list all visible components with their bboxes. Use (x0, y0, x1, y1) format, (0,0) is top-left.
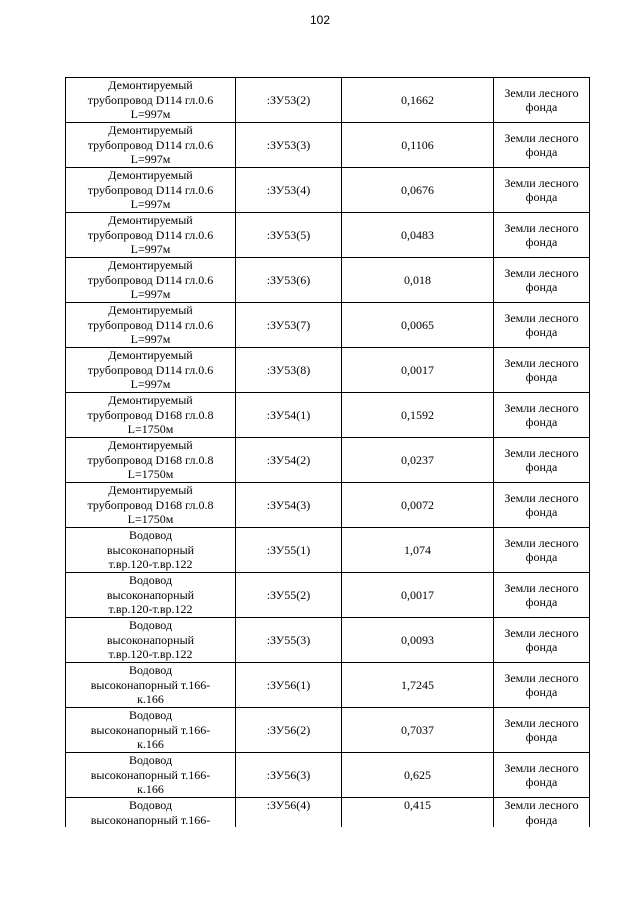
category-cell-line: Земли лесного (504, 580, 579, 595)
area-cell: 0,0017 (342, 573, 494, 618)
parcel-cell: :ЗУ54(3) (236, 483, 342, 528)
category-cell (494, 528, 590, 573)
object-cell-line: Демонтируемый (108, 213, 193, 228)
area-cell: 0,1662 (342, 78, 494, 123)
area-cell: 0,0237 (342, 438, 494, 483)
table-row (66, 303, 590, 348)
parcel-cell: :ЗУ55(2) (236, 573, 342, 618)
object-cell-line: трубопровод D168 гл.0.8 (87, 452, 214, 467)
category-cell (494, 618, 590, 663)
object-cell-line: высоконапорный (106, 632, 195, 647)
object-cell-line: высоконапорный т.166- (90, 677, 211, 692)
area-cell: 0,1592 (342, 393, 494, 438)
category-cell-line: Земли лесного (504, 130, 579, 145)
object-cell-line: т.вр.120-т.вр.122 (108, 647, 193, 662)
category-cell-line: Земли лесного (504, 798, 579, 812)
page-number: 102 (309, 13, 331, 27)
category-cell-line: фонда (525, 100, 558, 114)
object-cell-line: трубопровод D114 гл.0.6 (87, 227, 214, 242)
category-cell-line: фонда (525, 730, 558, 744)
parcel-cell: :ЗУ56(3) (236, 753, 342, 798)
object-cell-line: Демонтируемый (108, 303, 193, 318)
table-row (66, 528, 590, 573)
category-cell-line: фонда (525, 145, 558, 159)
object-cell-line: Демонтируемый (108, 78, 193, 93)
object-cell-line: L=997м (130, 152, 171, 167)
category-cell (494, 123, 590, 168)
category-cell-line: Земли лесного (504, 220, 579, 235)
object-cell-line: L=997м (130, 332, 171, 347)
object-cell-line: Демонтируемый (108, 258, 193, 273)
area-cell: 0,0017 (342, 348, 494, 393)
object-cell-line: Водовод (128, 573, 173, 588)
parcel-cell: :ЗУ53(2) (236, 78, 342, 123)
area-cell: 1,074 (342, 528, 494, 573)
object-cell-line: трубопровод D114 гл.0.6 (87, 182, 214, 197)
category-cell-line: фонда (525, 550, 558, 564)
object-cell-line: высоконапорный т.166- (90, 767, 211, 782)
category-cell (494, 393, 590, 438)
object-cell (66, 573, 236, 618)
object-cell-line: высоконапорный (106, 587, 195, 602)
category-cell-line: фонда (525, 280, 558, 294)
category-cell-line: Земли лесного (504, 265, 579, 280)
parcel-cell: :ЗУ53(4) (236, 168, 342, 213)
parcel-cell: :ЗУ56(1) (236, 663, 342, 708)
object-cell-line: к.166 (137, 737, 164, 752)
object-cell-line: трубопровод D114 гл.0.6 (87, 272, 214, 287)
table-row (66, 258, 590, 303)
object-cell (66, 303, 236, 348)
object-cell (66, 258, 236, 303)
category-cell-line: фонда (525, 812, 558, 827)
category-cell-line: Земли лесного (504, 400, 579, 415)
category-cell-line: Земли лесного (504, 175, 579, 190)
table-row (66, 618, 590, 663)
table-row (66, 573, 590, 618)
parcel-cell: :ЗУ54(2) (236, 438, 342, 483)
category-cell (494, 168, 590, 213)
object-cell-line: к.166 (137, 782, 164, 797)
category-cell (494, 348, 590, 393)
category-cell (494, 573, 590, 618)
table-row (66, 663, 590, 708)
category-cell-line: Земли лесного (504, 490, 579, 505)
table-row (66, 753, 590, 798)
category-cell-line: Земли лесного (504, 760, 579, 775)
category-cell (494, 438, 590, 483)
table-row (66, 78, 590, 123)
object-cell-line: L=997м (130, 377, 171, 392)
object-cell-line: т.вр.120-т.вр.122 (108, 602, 193, 617)
object-cell-line: к.166 (137, 692, 164, 707)
object-cell-line: трубопровод D114 гл.0.6 (87, 92, 214, 107)
object-cell (66, 483, 236, 528)
object-cell (66, 438, 236, 483)
object-cell-line: L=1750м (127, 467, 174, 482)
parcel-cell: :ЗУ54(1) (236, 393, 342, 438)
object-cell-line: Водовод (128, 528, 173, 543)
category-cell (494, 78, 590, 123)
category-cell-line: Земли лесного (504, 625, 579, 640)
parcel-cell: :ЗУ53(6) (236, 258, 342, 303)
object-cell-line: т.вр.120-т.вр.122 (108, 557, 193, 572)
category-cell-line: фонда (525, 460, 558, 474)
parcel-cell: :ЗУ53(5) (236, 213, 342, 258)
area-cell: 0,0072 (342, 483, 494, 528)
category-cell (494, 213, 590, 258)
object-cell-line: трубопровод D114 гл.0.6 (87, 317, 214, 332)
object-cell (66, 528, 236, 573)
table-row (66, 213, 590, 258)
category-cell-line: фонда (525, 415, 558, 429)
object-cell-line: L=1750м (127, 422, 174, 437)
object-cell-line: L=997м (130, 107, 171, 122)
table-row (66, 483, 590, 528)
parcel-cell: :ЗУ56(4) (236, 798, 342, 828)
table-body (66, 78, 590, 828)
object-cell (66, 348, 236, 393)
object-cell-line: Демонтируемый (108, 438, 193, 453)
object-cell-line: Демонтируемый (108, 393, 193, 408)
category-cell (494, 798, 590, 828)
area-cell: 1,7245 (342, 663, 494, 708)
area-cell: 0,0093 (342, 618, 494, 663)
area-cell: 0,1106 (342, 123, 494, 168)
category-cell-line: Земли лесного (504, 535, 579, 550)
category-cell-line: Земли лесного (504, 355, 579, 370)
parcel-cell: :ЗУ56(2) (236, 708, 342, 753)
object-cell-line: Водовод (128, 708, 173, 723)
category-cell-line: фонда (525, 640, 558, 654)
object-cell-line: трубопровод D168 гл.0.8 (87, 407, 214, 422)
object-cell-line: трубопровод D168 гл.0.8 (87, 497, 214, 512)
parcel-cell: :ЗУ53(7) (236, 303, 342, 348)
category-cell-line: Земли лесного (504, 715, 579, 730)
category-cell-line: Земли лесного (504, 445, 579, 460)
category-cell-line: фонда (525, 325, 558, 339)
object-cell-line: L=997м (130, 197, 171, 212)
object-cell-line: Демонтируемый (108, 483, 193, 498)
table-row (66, 168, 590, 213)
category-cell-line: фонда (525, 370, 558, 384)
category-cell-line: фонда (525, 235, 558, 249)
object-cell-line: L=1750м (127, 512, 174, 527)
table-row (66, 393, 590, 438)
category-cell (494, 483, 590, 528)
object-cell-line: высоконапорный т.166- (90, 812, 211, 827)
object-cell-line: Водовод (128, 753, 173, 768)
category-cell-line: фонда (525, 505, 558, 519)
table-row (66, 798, 590, 828)
object-cell-line: трубопровод D114 гл.0.6 (87, 362, 214, 377)
object-cell (66, 78, 236, 123)
area-cell: 0,018 (342, 258, 494, 303)
area-cell: 0,0483 (342, 213, 494, 258)
object-cell (66, 123, 236, 168)
area-cell: 0,7037 (342, 708, 494, 753)
object-cell (66, 213, 236, 258)
category-cell-line: Земли лесного (504, 670, 579, 685)
table-row (66, 123, 590, 168)
parcel-cell: :ЗУ55(3) (236, 618, 342, 663)
parcel-cell: :ЗУ55(1) (236, 528, 342, 573)
object-cell-line: L=997м (130, 287, 171, 302)
category-cell-line: фонда (525, 775, 558, 789)
object-cell (66, 168, 236, 213)
object-cell-line: Водовод (128, 618, 173, 633)
object-cell (66, 618, 236, 663)
category-cell (494, 708, 590, 753)
object-cell-line: L=997м (130, 242, 171, 257)
category-cell (494, 303, 590, 348)
object-cell-line: Демонтируемый (108, 123, 193, 138)
object-cell (66, 663, 236, 708)
category-cell (494, 753, 590, 798)
table-row (66, 438, 590, 483)
object-cell-line: высоконапорный т.166- (90, 722, 211, 737)
category-cell-line: Земли лесного (504, 85, 579, 100)
table-row (66, 708, 590, 753)
category-cell-line: фонда (525, 685, 558, 699)
object-cell (66, 798, 236, 828)
area-cell: 0,625 (342, 753, 494, 798)
object-cell-line: Демонтируемый (108, 168, 193, 183)
table-row (66, 348, 590, 393)
land-parcels-table (65, 77, 590, 827)
category-cell (494, 663, 590, 708)
category-cell-line: фонда (525, 595, 558, 609)
object-cell (66, 708, 236, 753)
object-cell-line: трубопровод D114 гл.0.6 (87, 137, 214, 152)
object-cell-line: Водовод (128, 663, 173, 678)
object-cell-line: Водовод (128, 798, 173, 812)
category-cell-line: Земли лесного (504, 310, 579, 325)
object-cell (66, 393, 236, 438)
area-cell: 0,0676 (342, 168, 494, 213)
category-cell-line: фонда (525, 190, 558, 204)
object-cell-line: высоконапорный (106, 542, 195, 557)
area-cell: 0,0065 (342, 303, 494, 348)
area-cell: 0,415 (342, 798, 494, 828)
parcel-cell: :ЗУ53(8) (236, 348, 342, 393)
object-cell (66, 753, 236, 798)
object-cell-line: Демонтируемый (108, 348, 193, 363)
parcel-cell: :ЗУ53(3) (236, 123, 342, 168)
category-cell (494, 258, 590, 303)
